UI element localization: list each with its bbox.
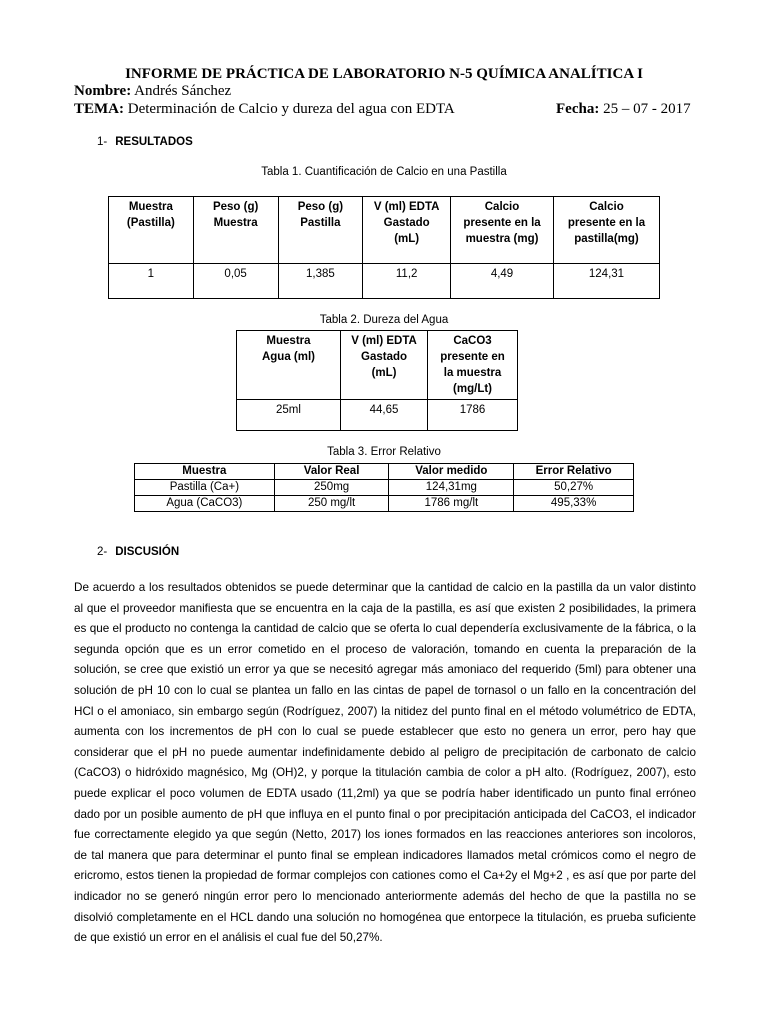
fecha-value: 25 – 07 - 2017 bbox=[603, 101, 691, 117]
header-peso-muestra: Peso (g) bbox=[212, 201, 259, 213]
header-muestra: Muestra bbox=[135, 464, 275, 480]
nombre-label: Nombre: bbox=[74, 83, 132, 99]
table-cell: 44,65 bbox=[340, 400, 427, 431]
header-valor-real: Valor Real bbox=[274, 464, 389, 480]
table-row bbox=[237, 400, 518, 431]
header-peso-muestra: Muestra bbox=[213, 217, 258, 229]
header-v-edta: (mL) bbox=[394, 233, 420, 245]
header-muestra: (Pastilla) bbox=[126, 217, 175, 229]
table-cell: 124,31 bbox=[553, 264, 659, 299]
table-calcio-pastilla bbox=[108, 196, 660, 299]
header-caco3: (mg/Lt) bbox=[453, 383, 493, 395]
table-cell: 25ml bbox=[237, 400, 341, 431]
table1-caption: Tabla 1. Cuantificación de Calcio en una Pastilla bbox=[261, 166, 507, 178]
header-v-edta: (mL) bbox=[371, 367, 397, 379]
table-header-row bbox=[237, 331, 518, 400]
header-v-edta: Gastado bbox=[383, 217, 430, 229]
table-header-row bbox=[109, 197, 660, 264]
header-peso-pastilla: Pastilla bbox=[300, 217, 341, 229]
table-cell: 495,33% bbox=[514, 496, 634, 512]
table-cell: 1,385 bbox=[278, 264, 363, 299]
header-calcio-pastilla: presente en la bbox=[567, 217, 646, 229]
header-peso-pastilla: Peso (g) bbox=[297, 201, 344, 213]
table-error-relativo bbox=[134, 463, 634, 512]
section-title: DISCUSIÓN bbox=[115, 546, 180, 558]
table-cell: 11,2 bbox=[363, 264, 451, 299]
fecha-label: Fecha: bbox=[556, 101, 600, 117]
header-caco3: CaCO3 bbox=[453, 335, 492, 347]
section-number: 2- bbox=[97, 546, 108, 558]
table2-caption: Tabla 2. Dureza del Agua bbox=[319, 314, 449, 326]
table-row bbox=[135, 496, 634, 512]
header-caco3: presente en bbox=[440, 351, 505, 363]
header-calcio-muestra: presente en la bbox=[463, 217, 541, 229]
header-v-edta: V (ml) EDTA bbox=[351, 335, 417, 347]
table-cell: Agua (CaCO3) bbox=[135, 496, 275, 512]
fecha-line bbox=[556, 101, 691, 118]
header-v-edta: Gastado bbox=[361, 351, 408, 363]
table-cell: 0,05 bbox=[193, 264, 278, 299]
nombre-value: Andrés Sánchez bbox=[134, 83, 232, 99]
header-muestra-agua: Muestra bbox=[266, 335, 311, 347]
table-cell: 4,49 bbox=[451, 264, 554, 299]
discussion-paragraph: De acuerdo a los resultados obtenidos se puede determinar que la cantidad de calcio en la pastilla da un valor distinto al que el proveedor manifiesta que se encuentra en la caja de la pastilla, es así que existen 2 posibilidades, la primera es que el producto no contenga la cantidad de calcio que se oferta lo cual dependería exclusivamente de la fábrica, o la segunda opción que es un error cometido en el proceso de valoración, tomando en cuenta la preparación de la solución, se cree que existió un error ya que se necesitó agregar más amoniaco del requerido (5ml) para obtener una solución de pH 10 con lo cual se plantea un fallo en las cintas de papel de tornasol o un fallo en la concentración del HCl o el amoniaco, sin embargo según (Rodríguez, 2007) la nitidez del punto final en el método volumétrico de EDTA, aumenta con los incrementos de pH con lo cual se puede establecer que esto no genera un error, pero hay que considerar que el pH no puede aumentar indefinidamente debido al peligro de precipitación de carbonato de calcio (CaCO3) o hidróxido magnésico, Mg (OH)2, y porque la titulación cambia de color a pH alto. (Rodríguez, 2007), esto puede explicar el poco volumen de EDTA usado (11,2ml) ya que se podría haber identificado un punto final erróneo dado por un posible aumento de pH que influya en el punto final o por precipitación anticipada del CaCO3, el indicador fue correctamente elegido ya que según (Netto, 2017) los iones formados en las reacciones anteriores son incoloros, de tal manera que para determinar el punto final se emplean indicadores llamados metal crómicos como el negro de ericromo, estos tienen la propiedad de formar complejos con cationes como el Ca+2y el Mg+2 , es así que por parte del indicador no se generó ningún error pero lo mencionado anteriormente además del hecho de que la pastilla no se disolvió completamente en el HCL dando una solución no homogénea que entorpece la titulación, es prueba suficiente de que existió un error en el análisis el cual fue del 50,27%. bbox=[74, 581, 696, 945]
tema-line bbox=[74, 101, 455, 118]
report-title: INFORME DE PRÁCTICA DE LABORATORIO N-5 QUÍMICA ANALÍTICA I bbox=[125, 66, 643, 82]
table-row bbox=[109, 264, 660, 299]
header-muestra: Muestra bbox=[128, 201, 173, 213]
table-cell: 250 mg/lt bbox=[274, 496, 389, 512]
section-title: RESULTADOS bbox=[115, 136, 193, 148]
header-calcio-muestra: Calcio bbox=[484, 201, 520, 213]
table-header-row bbox=[135, 464, 634, 480]
header-calcio-pastilla: Calcio bbox=[589, 201, 624, 213]
table-cell: 1786 mg/lt bbox=[389, 496, 514, 512]
table-dureza-agua bbox=[236, 330, 518, 431]
tema-label: TEMA: bbox=[74, 101, 124, 117]
header-muestra-agua: Agua (ml) bbox=[261, 351, 315, 363]
tema-value: Determinación de Calcio y dureza del agua con EDTA bbox=[127, 101, 455, 117]
table-cell: 50,27% bbox=[514, 480, 634, 496]
header-valor-medido: Valor medido bbox=[389, 464, 514, 480]
table-cell: 1786 bbox=[428, 400, 518, 431]
header-caco3: la muestra bbox=[443, 367, 502, 379]
table-cell: Pastilla (Ca+) bbox=[135, 480, 275, 496]
header-calcio-pastilla: pastilla(mg) bbox=[574, 233, 639, 245]
table-cell: 250mg bbox=[274, 480, 389, 496]
section-resultados bbox=[97, 136, 193, 148]
table-cell: 124,31mg bbox=[389, 480, 514, 496]
header-v-edta: V (ml) EDTA bbox=[373, 201, 440, 213]
nombre-line bbox=[74, 83, 231, 100]
section-number: 1- bbox=[97, 136, 108, 148]
table-row bbox=[135, 480, 634, 496]
section-discusion bbox=[97, 546, 179, 558]
table3-caption: Tabla 3. Error Relativo bbox=[327, 446, 441, 458]
table-cell: 1 bbox=[109, 264, 194, 299]
header-calcio-muestra: muestra (mg) bbox=[465, 233, 539, 245]
header-error-relativo: Error Relativo bbox=[514, 464, 634, 480]
